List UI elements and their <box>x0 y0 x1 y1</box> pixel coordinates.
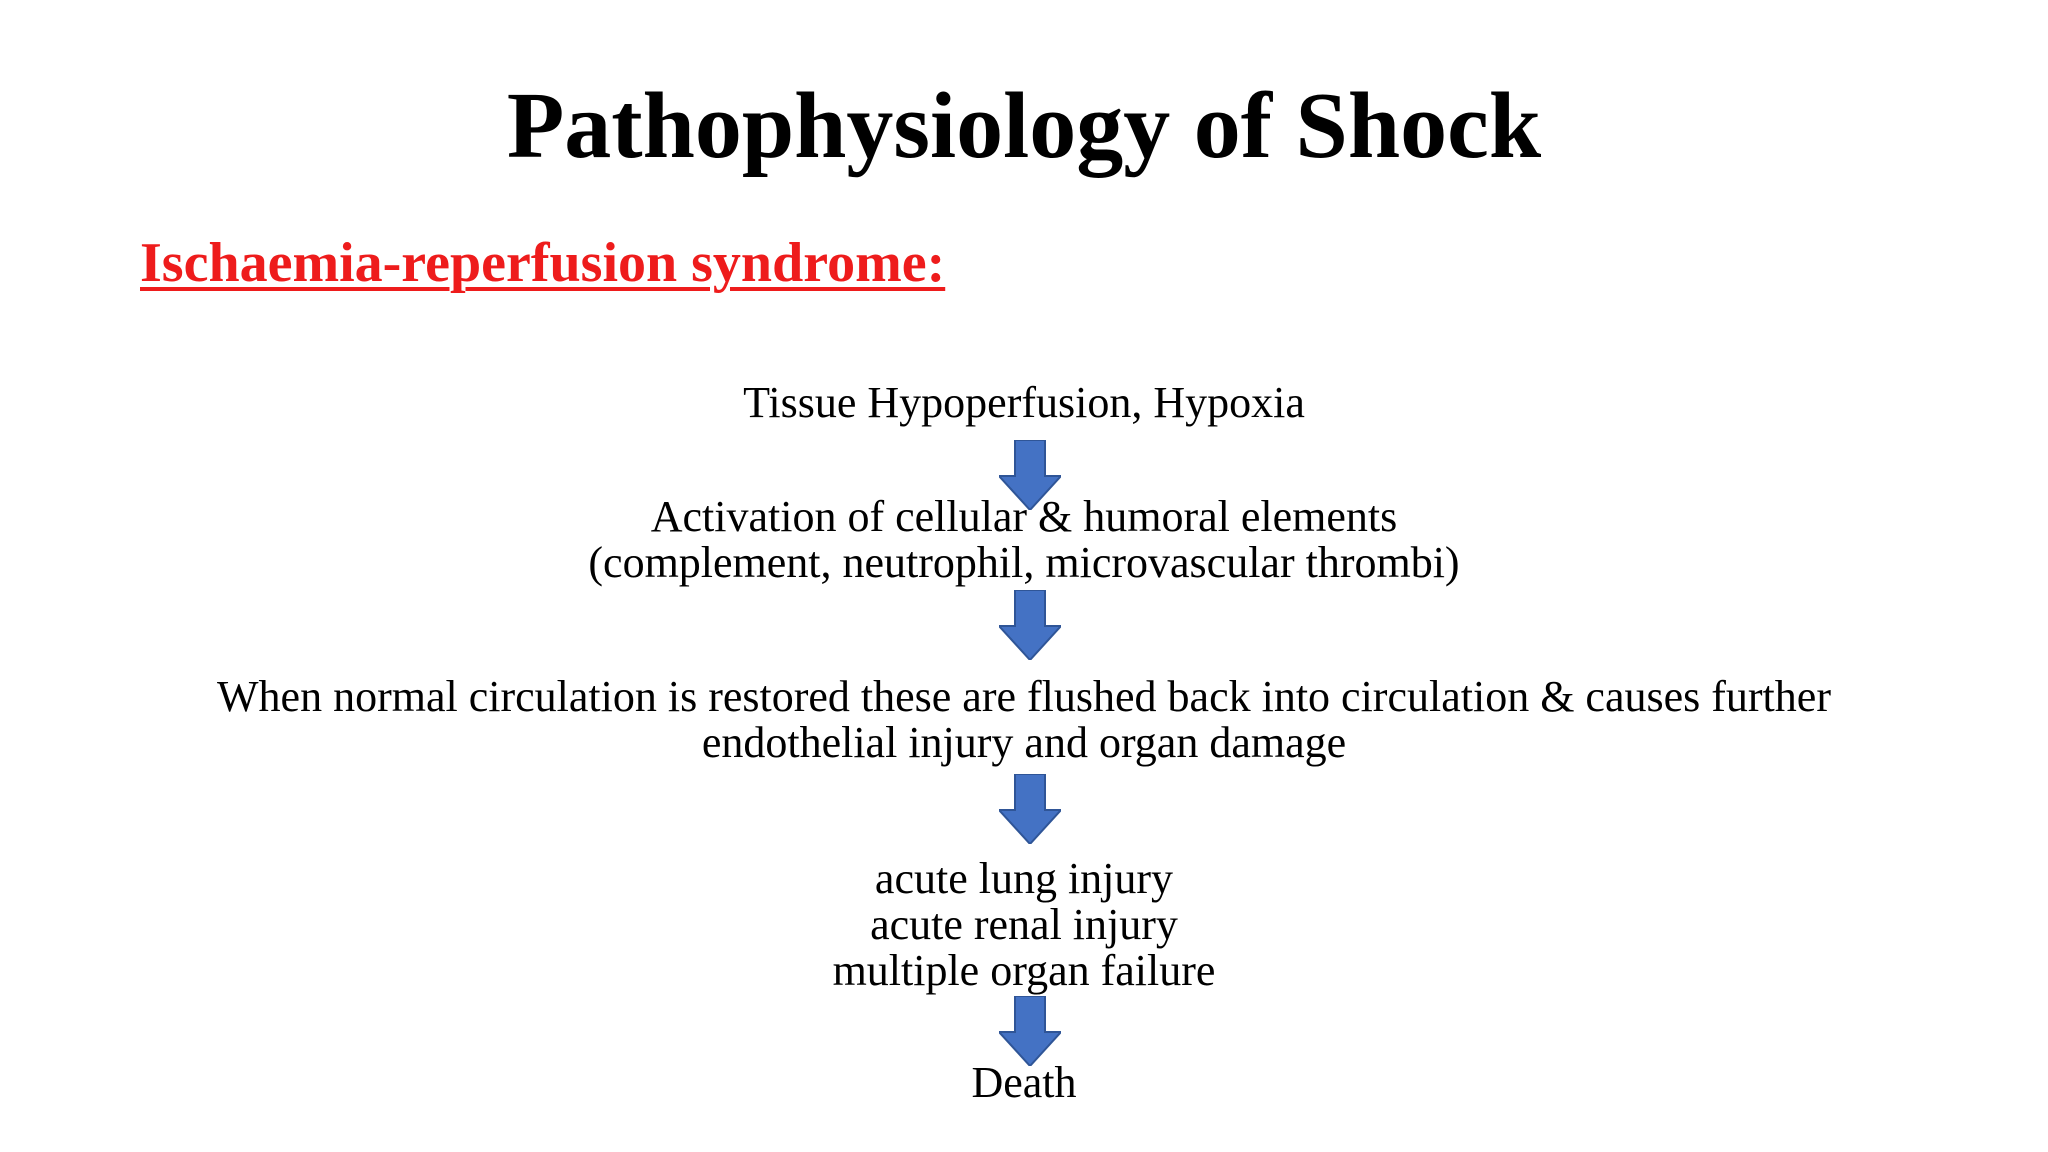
down-arrow-icon <box>999 590 1061 660</box>
section-heading: Ischaemia-reperfusion syndrome: <box>140 232 946 294</box>
flow-step-line: Death <box>971 1058 1077 1107</box>
flow-step-line: Activation of cellular & humoral elements <box>650 492 1398 541</box>
down-arrow-icon <box>999 996 1061 1066</box>
flow-step-death <box>0 1060 2048 1106</box>
flow-step-line: endothelial injury and organ damage <box>701 718 1347 767</box>
flow-step-organ-injury <box>0 856 2048 994</box>
flow-step-line: multiple organ failure <box>832 946 1216 995</box>
flow-step-hypoperfusion <box>0 380 2048 426</box>
flow-step-line: acute lung injury <box>874 854 1174 903</box>
down-arrow-icon <box>999 774 1061 844</box>
flow-step-line: (complement, neutrophil, microvascular thrombi) <box>588 538 1460 587</box>
slide-title: Pathophysiology of Shock <box>506 74 1542 178</box>
flow-step-line: When normal circulation is restored these are flushed back into circulation & causes further <box>217 672 1831 721</box>
flow-step-line: Tissue Hypoperfusion, Hypoxia <box>743 378 1305 427</box>
flow-step-activation <box>0 494 2048 586</box>
flow-step-line: acute renal injury <box>870 900 1178 949</box>
flow-step-reperfusion <box>0 674 2048 766</box>
